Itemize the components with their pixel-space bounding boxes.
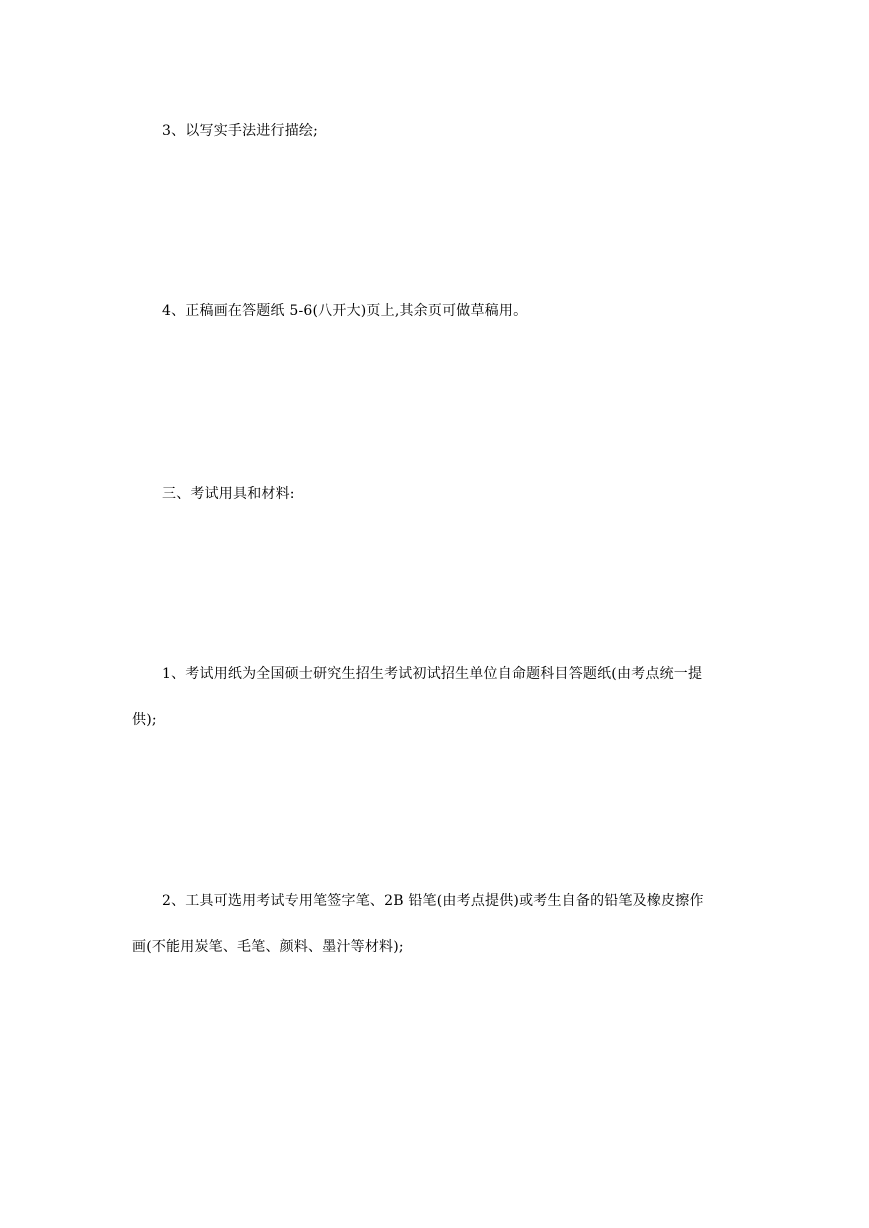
- paragraph-item-2-line-2: 画(不能用炭笔、毛笔、颜料、墨汁等材料);: [132, 939, 404, 955]
- paragraph-item-1-line-2: 供);: [132, 712, 157, 728]
- section-heading-tools-materials: 三、考试用具和材料:: [162, 486, 295, 502]
- paragraph-item-1-line-1: 1、考试用纸为全国硕士研究生招生考试初试招生单位自命题科目答题纸(由考点统一提: [162, 666, 703, 682]
- paragraph-item-2-line-1: 2、工具可选用考试专用笔签字笔、2B 铅笔(由考点提供)或考生自备的铅笔及橡皮擦作: [162, 893, 704, 909]
- paragraph-item-4: 4、正稿画在答题纸 5-6(八开大)页上,其余页可做草稿用。: [162, 303, 528, 319]
- paragraph-item-3: 3、以写实手法进行描绘;: [162, 123, 319, 139]
